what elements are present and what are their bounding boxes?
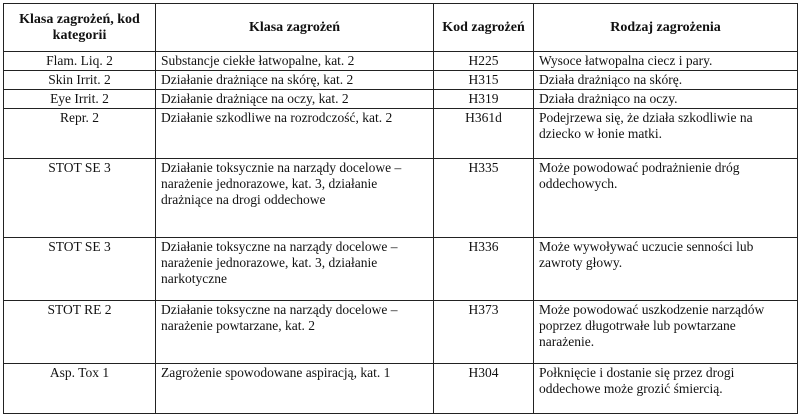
cell-description: Działa drażniąco na oczy. — [534, 90, 798, 109]
cell-hazard-class: Działanie toksycznie na narządy docelowe – narażenie jednorazowe, kat. 3, działanie drażniące na drogi oddechowe — [156, 159, 434, 238]
cell-description: Podejrzewa się, że działa szkodliwie na dziecko w łonie matki. — [534, 109, 798, 159]
cell-category: Eye Irrit. 2 — [4, 90, 156, 109]
cell-description: Może powodować uszkodzenie narządów poprzez długotrwałe lub powtarzane narażenie. — [534, 301, 798, 364]
cell-code: H225 — [434, 52, 534, 71]
header-hazard-class: Klasa zagrożeń — [156, 4, 434, 52]
cell-category: Skin Irrit. 2 — [4, 71, 156, 90]
table-row — [4, 301, 798, 364]
table-row — [4, 109, 798, 159]
table-row — [4, 364, 798, 414]
header-category-code: Klasa zagrożeń, kod kategorii — [4, 4, 156, 52]
cell-description: Działa drażniąco na skórę. — [534, 71, 798, 90]
cell-category: Flam. Liq. 2 — [4, 52, 156, 71]
cell-hazard-class: Działanie drażniące na oczy, kat. 2 — [156, 90, 434, 109]
cell-code: H335 — [434, 159, 534, 238]
table-row — [4, 159, 798, 238]
table-header-row — [4, 4, 798, 52]
header-hazard-code: Kod zagrożeń — [434, 4, 534, 52]
cell-hazard-class: Działanie toksyczne na narządy docelowe – narażenie powtarzane, kat. 2 — [156, 301, 434, 364]
table-row — [4, 52, 798, 71]
cell-description: Może wywoływać uczucie senności lub zawroty głowy. — [534, 238, 798, 301]
cell-hazard-class: Działanie szkodliwe na rozrodczość, kat. 2 — [156, 109, 434, 159]
cell-hazard-class: Zagrożenie spowodowane aspiracją, kat. 1 — [156, 364, 434, 414]
cell-code: H304 — [434, 364, 534, 414]
table-row — [4, 90, 798, 109]
cell-hazard-class: Działanie toksyczne na narządy docelowe – narażenie jednorazowe, kat. 3, działanie narkotyczne — [156, 238, 434, 301]
cell-category: STOT SE 3 — [4, 159, 156, 238]
cell-code: H319 — [434, 90, 534, 109]
hazard-table-container — [3, 3, 798, 414]
header-hazard-type: Rodzaj zagrożenia — [534, 4, 798, 52]
cell-hazard-class: Substancje ciekłe łatwopalne, kat. 2 — [156, 52, 434, 71]
cell-code: H336 — [434, 238, 534, 301]
table-row — [4, 238, 798, 301]
hazard-classification-table — [3, 3, 798, 414]
cell-category: Repr. 2 — [4, 109, 156, 159]
cell-category: STOT SE 3 — [4, 238, 156, 301]
cell-code: H315 — [434, 71, 534, 90]
table-row — [4, 71, 798, 90]
cell-description: Połknięcie i dostanie się przez drogi oddechowe może grozić śmiercią. — [534, 364, 798, 414]
cell-description: Może powodować podrażnienie dróg oddechowych. — [534, 159, 798, 238]
cell-description: Wysoce łatwopalna ciecz i pary. — [534, 52, 798, 71]
cell-hazard-class: Działanie drażniące na skórę, kat. 2 — [156, 71, 434, 90]
cell-category: Asp. Tox 1 — [4, 364, 156, 414]
cell-code: H373 — [434, 301, 534, 364]
cell-category: STOT RE 2 — [4, 301, 156, 364]
cell-code: H361d — [434, 109, 534, 159]
